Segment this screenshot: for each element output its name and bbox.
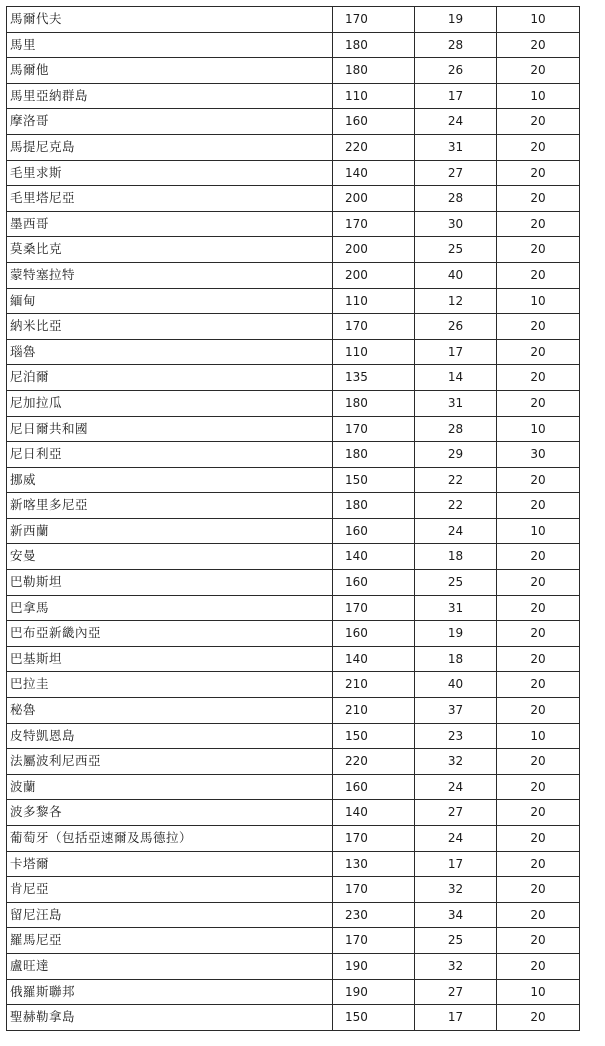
value-cell-3: 20 bbox=[497, 877, 580, 903]
value-cell-3: 20 bbox=[497, 851, 580, 877]
table-row bbox=[7, 262, 580, 288]
country-name-cell: 波蘭 bbox=[7, 774, 333, 800]
value-cell-1: 210 bbox=[333, 698, 415, 724]
country-name-cell: 新西蘭 bbox=[7, 518, 333, 544]
value-cell-1: 135 bbox=[333, 365, 415, 391]
table-row bbox=[7, 467, 580, 493]
value-cell-1: 200 bbox=[333, 237, 415, 263]
table-row bbox=[7, 902, 580, 928]
value-cell-3: 20 bbox=[497, 109, 580, 135]
value-cell-3: 20 bbox=[497, 672, 580, 698]
value-cell-3: 20 bbox=[497, 928, 580, 954]
value-cell-2: 31 bbox=[415, 390, 497, 416]
value-cell-2: 40 bbox=[415, 262, 497, 288]
value-cell-2: 30 bbox=[415, 211, 497, 237]
value-cell-2: 27 bbox=[415, 800, 497, 826]
country-name-cell: 巴拿馬 bbox=[7, 595, 333, 621]
table-row bbox=[7, 7, 580, 33]
value-cell-1: 190 bbox=[333, 953, 415, 979]
table-row bbox=[7, 288, 580, 314]
value-cell-3: 20 bbox=[497, 826, 580, 852]
country-name-cell: 新喀里多尼亞 bbox=[7, 493, 333, 519]
value-cell-3: 20 bbox=[497, 595, 580, 621]
table-row bbox=[7, 339, 580, 365]
table-row bbox=[7, 595, 580, 621]
value-cell-2: 24 bbox=[415, 774, 497, 800]
value-cell-3: 20 bbox=[497, 211, 580, 237]
value-cell-1: 170 bbox=[333, 314, 415, 340]
value-cell-2: 17 bbox=[415, 339, 497, 365]
value-cell-3: 20 bbox=[497, 774, 580, 800]
table-row bbox=[7, 877, 580, 903]
value-cell-1: 180 bbox=[333, 58, 415, 84]
table-row bbox=[7, 672, 580, 698]
country-name-cell: 馬提尼克島 bbox=[7, 134, 333, 160]
table-row bbox=[7, 83, 580, 109]
country-name-cell: 留尼汪島 bbox=[7, 902, 333, 928]
value-cell-1: 110 bbox=[333, 339, 415, 365]
value-cell-1: 140 bbox=[333, 160, 415, 186]
country-name-cell: 毛里求斯 bbox=[7, 160, 333, 186]
country-name-cell: 蒙特塞拉特 bbox=[7, 262, 333, 288]
value-cell-1: 220 bbox=[333, 134, 415, 160]
value-cell-1: 190 bbox=[333, 979, 415, 1005]
table-row bbox=[7, 800, 580, 826]
value-cell-1: 170 bbox=[333, 595, 415, 621]
value-cell-2: 31 bbox=[415, 134, 497, 160]
table-row bbox=[7, 186, 580, 212]
value-cell-1: 170 bbox=[333, 416, 415, 442]
country-name-cell: 莫桑比克 bbox=[7, 237, 333, 263]
table-row bbox=[7, 646, 580, 672]
table-row bbox=[7, 518, 580, 544]
value-cell-3: 20 bbox=[497, 314, 580, 340]
table-row bbox=[7, 544, 580, 570]
value-cell-1: 150 bbox=[333, 1005, 415, 1031]
country-name-cell: 羅馬尼亞 bbox=[7, 928, 333, 954]
value-cell-2: 28 bbox=[415, 186, 497, 212]
value-cell-2: 24 bbox=[415, 518, 497, 544]
country-name-cell: 法屬波利尼西亞 bbox=[7, 749, 333, 775]
table-row bbox=[7, 953, 580, 979]
value-cell-3: 20 bbox=[497, 1005, 580, 1031]
table-row bbox=[7, 134, 580, 160]
country-name-cell: 卡塔爾 bbox=[7, 851, 333, 877]
value-cell-2: 18 bbox=[415, 646, 497, 672]
value-cell-2: 19 bbox=[415, 7, 497, 33]
value-cell-3: 20 bbox=[497, 698, 580, 724]
value-cell-2: 26 bbox=[415, 58, 497, 84]
value-cell-2: 28 bbox=[415, 32, 497, 58]
table-body bbox=[7, 7, 580, 1031]
value-cell-1: 150 bbox=[333, 723, 415, 749]
table-row bbox=[7, 32, 580, 58]
value-cell-1: 170 bbox=[333, 877, 415, 903]
country-name-cell: 馬爾他 bbox=[7, 58, 333, 84]
country-name-cell: 馬里 bbox=[7, 32, 333, 58]
value-cell-1: 170 bbox=[333, 928, 415, 954]
value-cell-1: 180 bbox=[333, 442, 415, 468]
value-cell-2: 26 bbox=[415, 314, 497, 340]
value-cell-2: 25 bbox=[415, 237, 497, 263]
value-cell-1: 210 bbox=[333, 672, 415, 698]
table-row bbox=[7, 109, 580, 135]
country-name-cell: 挪威 bbox=[7, 467, 333, 493]
country-name-cell: 尼加拉瓜 bbox=[7, 390, 333, 416]
value-cell-1: 160 bbox=[333, 518, 415, 544]
country-name-cell: 秘魯 bbox=[7, 698, 333, 724]
value-cell-2: 17 bbox=[415, 83, 497, 109]
rate-table-container bbox=[6, 6, 579, 1031]
table-row bbox=[7, 1005, 580, 1031]
country-name-cell: 瑙魯 bbox=[7, 339, 333, 365]
value-cell-2: 24 bbox=[415, 109, 497, 135]
country-name-cell: 皮特凱恩島 bbox=[7, 723, 333, 749]
value-cell-3: 20 bbox=[497, 953, 580, 979]
value-cell-3: 20 bbox=[497, 58, 580, 84]
value-cell-3: 20 bbox=[497, 544, 580, 570]
value-cell-2: 19 bbox=[415, 621, 497, 647]
country-name-cell: 聖赫勒拿島 bbox=[7, 1005, 333, 1031]
value-cell-3: 20 bbox=[497, 186, 580, 212]
value-cell-1: 160 bbox=[333, 109, 415, 135]
value-cell-2: 22 bbox=[415, 467, 497, 493]
value-cell-2: 40 bbox=[415, 672, 497, 698]
value-cell-1: 180 bbox=[333, 390, 415, 416]
table-row bbox=[7, 211, 580, 237]
value-cell-2: 32 bbox=[415, 953, 497, 979]
value-cell-1: 160 bbox=[333, 621, 415, 647]
country-name-cell: 巴基斯坦 bbox=[7, 646, 333, 672]
country-name-cell: 摩洛哥 bbox=[7, 109, 333, 135]
value-cell-3: 20 bbox=[497, 902, 580, 928]
table-row bbox=[7, 365, 580, 391]
country-name-cell: 墨西哥 bbox=[7, 211, 333, 237]
country-name-cell: 尼泊爾 bbox=[7, 365, 333, 391]
value-cell-1: 180 bbox=[333, 493, 415, 519]
value-cell-3: 10 bbox=[497, 83, 580, 109]
value-cell-2: 37 bbox=[415, 698, 497, 724]
value-cell-1: 200 bbox=[333, 262, 415, 288]
value-cell-1: 110 bbox=[333, 83, 415, 109]
value-cell-2: 18 bbox=[415, 544, 497, 570]
table-row bbox=[7, 621, 580, 647]
table-row bbox=[7, 826, 580, 852]
value-cell-3: 20 bbox=[497, 32, 580, 58]
value-cell-1: 170 bbox=[333, 211, 415, 237]
value-cell-3: 20 bbox=[497, 800, 580, 826]
country-name-cell: 安曼 bbox=[7, 544, 333, 570]
value-cell-3: 20 bbox=[497, 621, 580, 647]
value-cell-2: 34 bbox=[415, 902, 497, 928]
country-name-cell: 巴勒斯坦 bbox=[7, 570, 333, 596]
value-cell-3: 20 bbox=[497, 646, 580, 672]
value-cell-3: 20 bbox=[497, 467, 580, 493]
table-row bbox=[7, 58, 580, 84]
value-cell-3: 20 bbox=[497, 570, 580, 596]
value-cell-2: 25 bbox=[415, 570, 497, 596]
value-cell-2: 27 bbox=[415, 160, 497, 186]
value-cell-3: 20 bbox=[497, 493, 580, 519]
table-row bbox=[7, 493, 580, 519]
value-cell-3: 20 bbox=[497, 134, 580, 160]
country-name-cell: 巴拉圭 bbox=[7, 672, 333, 698]
value-cell-2: 31 bbox=[415, 595, 497, 621]
value-cell-3: 30 bbox=[497, 442, 580, 468]
value-cell-3: 10 bbox=[497, 518, 580, 544]
country-rate-table bbox=[6, 6, 580, 1031]
value-cell-1: 130 bbox=[333, 851, 415, 877]
country-name-cell: 尼日爾共和國 bbox=[7, 416, 333, 442]
value-cell-2: 17 bbox=[415, 851, 497, 877]
value-cell-2: 22 bbox=[415, 493, 497, 519]
country-name-cell: 葡萄牙（包括亞速爾及馬德拉） bbox=[7, 826, 333, 852]
value-cell-3: 20 bbox=[497, 390, 580, 416]
country-name-cell: 納米比亞 bbox=[7, 314, 333, 340]
table-row bbox=[7, 160, 580, 186]
table-row bbox=[7, 390, 580, 416]
value-cell-2: 12 bbox=[415, 288, 497, 314]
country-name-cell: 尼日利亞 bbox=[7, 442, 333, 468]
country-name-cell: 馬里亞納群島 bbox=[7, 83, 333, 109]
value-cell-1: 170 bbox=[333, 826, 415, 852]
country-name-cell: 肯尼亞 bbox=[7, 877, 333, 903]
value-cell-1: 180 bbox=[333, 32, 415, 58]
value-cell-2: 23 bbox=[415, 723, 497, 749]
table-row bbox=[7, 979, 580, 1005]
value-cell-1: 140 bbox=[333, 800, 415, 826]
value-cell-1: 230 bbox=[333, 902, 415, 928]
value-cell-1: 200 bbox=[333, 186, 415, 212]
value-cell-3: 10 bbox=[497, 723, 580, 749]
table-row bbox=[7, 851, 580, 877]
value-cell-1: 160 bbox=[333, 570, 415, 596]
value-cell-2: 25 bbox=[415, 928, 497, 954]
value-cell-3: 20 bbox=[497, 262, 580, 288]
value-cell-3: 20 bbox=[497, 365, 580, 391]
table-row bbox=[7, 570, 580, 596]
value-cell-3: 10 bbox=[497, 288, 580, 314]
value-cell-2: 29 bbox=[415, 442, 497, 468]
value-cell-1: 140 bbox=[333, 544, 415, 570]
value-cell-1: 110 bbox=[333, 288, 415, 314]
value-cell-3: 10 bbox=[497, 7, 580, 33]
value-cell-1: 140 bbox=[333, 646, 415, 672]
table-row bbox=[7, 314, 580, 340]
table-row bbox=[7, 698, 580, 724]
country-name-cell: 緬甸 bbox=[7, 288, 333, 314]
value-cell-3: 20 bbox=[497, 749, 580, 775]
table-row bbox=[7, 774, 580, 800]
value-cell-2: 17 bbox=[415, 1005, 497, 1031]
value-cell-2: 27 bbox=[415, 979, 497, 1005]
value-cell-2: 32 bbox=[415, 877, 497, 903]
value-cell-3: 20 bbox=[497, 339, 580, 365]
table-row bbox=[7, 723, 580, 749]
value-cell-2: 24 bbox=[415, 826, 497, 852]
table-row bbox=[7, 749, 580, 775]
table-row bbox=[7, 928, 580, 954]
value-cell-1: 170 bbox=[333, 7, 415, 33]
value-cell-3: 10 bbox=[497, 979, 580, 1005]
country-name-cell: 毛里塔尼亞 bbox=[7, 186, 333, 212]
value-cell-3: 20 bbox=[497, 160, 580, 186]
table-row bbox=[7, 237, 580, 263]
value-cell-1: 160 bbox=[333, 774, 415, 800]
value-cell-2: 14 bbox=[415, 365, 497, 391]
table-row bbox=[7, 442, 580, 468]
country-name-cell: 馬爾代夫 bbox=[7, 7, 333, 33]
table-row bbox=[7, 416, 580, 442]
value-cell-3: 20 bbox=[497, 237, 580, 263]
country-name-cell: 波多黎各 bbox=[7, 800, 333, 826]
value-cell-3: 10 bbox=[497, 416, 580, 442]
country-name-cell: 盧旺達 bbox=[7, 953, 333, 979]
country-name-cell: 巴布亞新畿內亞 bbox=[7, 621, 333, 647]
country-name-cell: 俄羅斯聯邦 bbox=[7, 979, 333, 1005]
value-cell-2: 28 bbox=[415, 416, 497, 442]
value-cell-1: 150 bbox=[333, 467, 415, 493]
value-cell-1: 220 bbox=[333, 749, 415, 775]
value-cell-2: 32 bbox=[415, 749, 497, 775]
